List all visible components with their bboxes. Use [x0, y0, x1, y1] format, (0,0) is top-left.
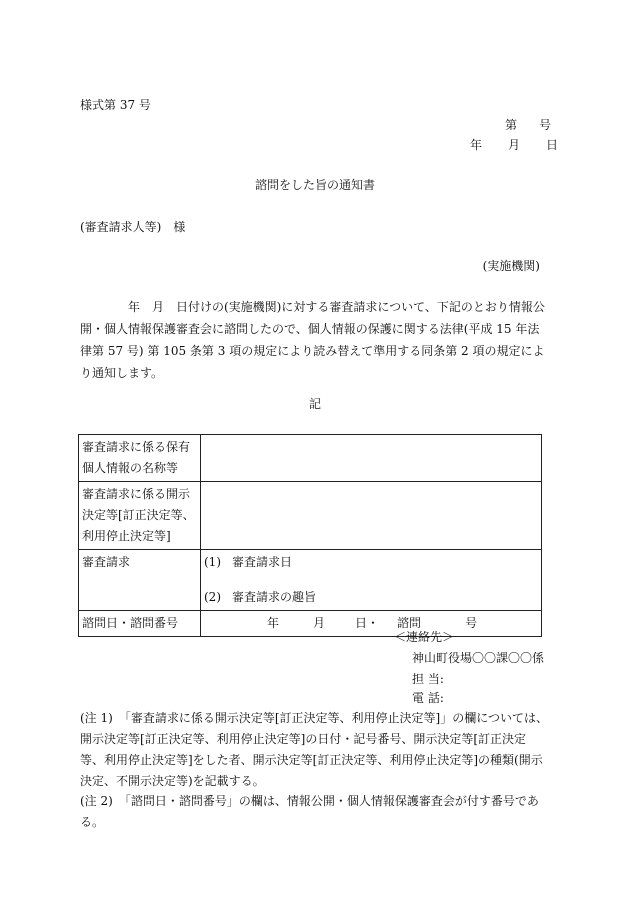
- info-table: [78, 434, 542, 637]
- table-row: [79, 435, 542, 482]
- inquiry-month: 月: [313, 616, 326, 630]
- row-label-request: 審査請求: [79, 550, 201, 611]
- row-label-inquiry-date: 諮問日・諮問番号: [79, 611, 201, 637]
- note-text: 「審査請求に係る開示決定等[訂正決定等、利用停止決定等]」の欄については、開示決定等[訂正決定等、利用停止決定等]の日付・記号番号、開示決定等[訂正決定等、利用停止決定等]をした者、開示決定等[訂正決定等、利用停止決定等]の種類(開示決定、不開示決定等)を記載する。: [80, 711, 548, 788]
- form-number: 様式第 37 号: [80, 98, 151, 112]
- item-number: (1): [204, 555, 221, 569]
- doc-no-suffix: 号: [539, 118, 552, 132]
- inquiry-year: 年: [267, 616, 280, 630]
- contact-office: 神山町役場〇〇課〇〇係: [412, 651, 545, 665]
- body-paragraph: 年 月 日付けの(実施機関)に対する審査請求について、下記のとおり情報公開・個人情報保護審査会に諮問したので、個人情報の保護に関する法律(平成 15 年法律第 57 号) 第 105 条第 3 項の規定により読み替えて準用する同条第 2 項の規定により通知します。: [80, 300, 545, 380]
- note-1: [80, 708, 550, 792]
- row-value-disclosure-decision: [201, 482, 542, 550]
- date-year: 年: [470, 138, 483, 152]
- document-date: [470, 138, 558, 152]
- inquiry-number: 号: [465, 616, 478, 630]
- issuing-agency: (実施機関): [482, 259, 540, 273]
- note-label: (注 2): [80, 794, 113, 808]
- item-text: 審査請求の趣旨: [232, 590, 317, 604]
- date-day: 日: [546, 138, 559, 152]
- note-2: [80, 791, 550, 833]
- note-label: (注 1): [80, 711, 113, 725]
- doc-no-prefix: 第: [505, 118, 518, 132]
- table-row: [79, 611, 542, 637]
- inquiry-label: 諮問: [397, 616, 422, 630]
- row-label-disclosure-decision: 審査請求に係る開示決定等[訂正決定等、利用停止決定等]: [79, 482, 201, 550]
- row-value-inquiry-date: [201, 611, 542, 637]
- contact-heading: ＜連絡先＞: [394, 630, 455, 644]
- inquiry-day: 日・: [355, 616, 380, 630]
- document-number: [505, 118, 551, 132]
- row-label-personal-info: 審査請求に係る保有個人情報の名称等: [79, 435, 201, 482]
- date-month: 月: [508, 138, 521, 152]
- table-row: [79, 482, 542, 550]
- contact-tel: 電 話:: [412, 691, 444, 705]
- request-purpose-item: [204, 587, 538, 608]
- addressee-honorific: 様: [173, 220, 186, 234]
- ki-heading: 記: [308, 397, 321, 411]
- row-value-personal-info: [201, 435, 542, 482]
- addressee: [80, 220, 185, 234]
- item-number: (2): [204, 590, 221, 604]
- document-title: 諮問をした旨の通知書: [254, 178, 375, 192]
- row-value-request: [201, 550, 542, 611]
- note-text: 「諮問日・諮問番号」の欄は、情報公開・個人情報保護審査会が付す番号である。: [80, 794, 539, 829]
- addressee-name: (審査請求人等): [80, 220, 162, 234]
- request-date-item: [204, 552, 538, 573]
- item-text: 審査請求日: [232, 555, 293, 569]
- contact-staff: 担 当:: [412, 672, 444, 686]
- table-row: [79, 550, 542, 611]
